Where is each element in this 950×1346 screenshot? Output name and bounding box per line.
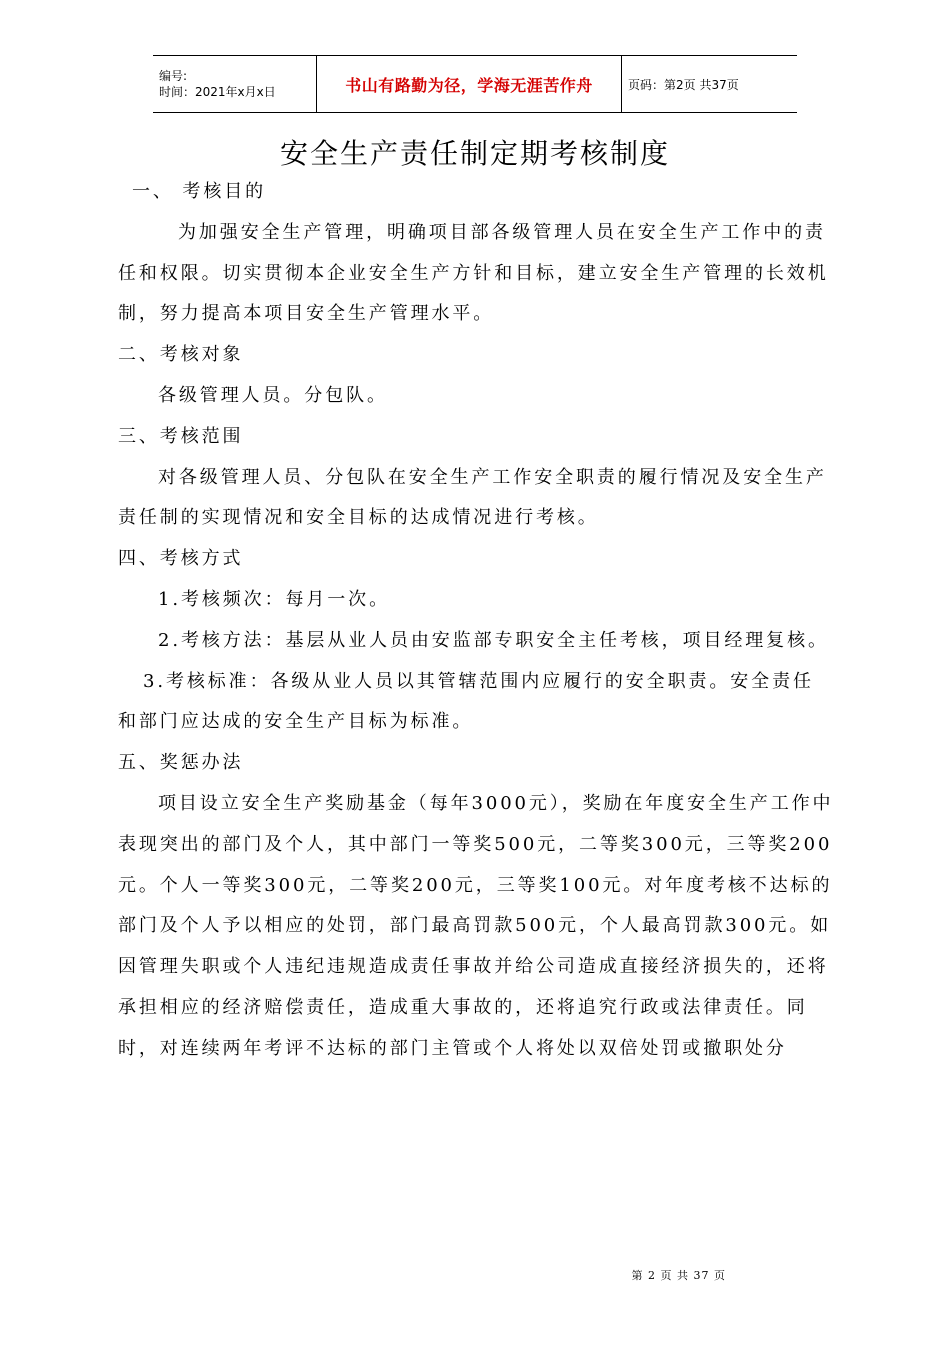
paragraph-purpose: 为加强安全生产管理，明确项目部各级管理人员在安全生产工作中的责任和权限。切实贯彻本企业安全生产方针和目标，建立安全生产管理的长效机制，努力提高本项目安全生产管理水平。 <box>118 221 829 325</box>
code-label: 编号: <box>159 69 188 83</box>
section-heading-method: 四、考核方式 <box>118 548 244 570</box>
section-heading-purpose: 一、 考核目的 <box>132 181 267 202</box>
paragraph-scope: 对各级管理人员、分包队在安全生产工作安全职责的履行情况及安全生产责任制的实现情况和安全目标的达成情况进行考核。 <box>118 466 827 529</box>
paragraph-method-frequency: 1.考核频次：每月一次。 <box>158 588 390 610</box>
header-motto <box>316 56 622 112</box>
time-label: 时间：2021年x月x日 <box>159 85 276 99</box>
paragraph-method-standard: 3.考核标准：各级从业人员以其管辖范围内应履行的安全职责。安全责任和部门应达成的安全生产目标为标准。 <box>118 670 814 733</box>
page-label: 页码：第2页 共37页 <box>628 77 739 92</box>
paragraph-rewards: 项目设立安全生产奖励基金（每年3000元），奖励在年度安全生产工作中表现突出的部门及个人，其中部门一等奖500元，二等奖300元，三等奖200元。个人一等奖300元，二等奖200元，三等奖100元。对年度考核不达标的部门及个人予以相应的处罚，部门最高罚款500元，个人最高罚款300元。如因管理失职或个人违纪违规造成责任事故并给公司造成直接经济损失的，还将承担相应的经济赔偿责任，造成重大事故的，还将追究行政或法律责任。同时，对连续两年考评不达标的部门主管或个人将处以双倍处罚或撤职处分 <box>118 792 834 1059</box>
paragraph-target: 各级管理人员。分包队。 <box>158 384 388 406</box>
page-title: 安全生产责任制定期考核制度 <box>279 137 670 170</box>
section-heading-rewards: 五、奖惩办法 <box>118 752 244 774</box>
motto-text: 书山有路勤为径，学海无涯苦作舟 <box>345 75 593 95</box>
document-header <box>153 55 797 113</box>
section-heading-scope: 三、考核范围 <box>118 425 244 447</box>
section-heading-target: 二、考核对象 <box>118 344 244 366</box>
header-page <box>622 56 797 112</box>
page-footer: 第 2 页 共 37 页 <box>631 1269 726 1282</box>
document-body <box>118 172 834 1070</box>
paragraph-method-approach: 2.考核方法：基层从业人员由安监部专职安全主任考核，项目经理复核。 <box>158 629 829 651</box>
header-meta <box>153 56 316 112</box>
